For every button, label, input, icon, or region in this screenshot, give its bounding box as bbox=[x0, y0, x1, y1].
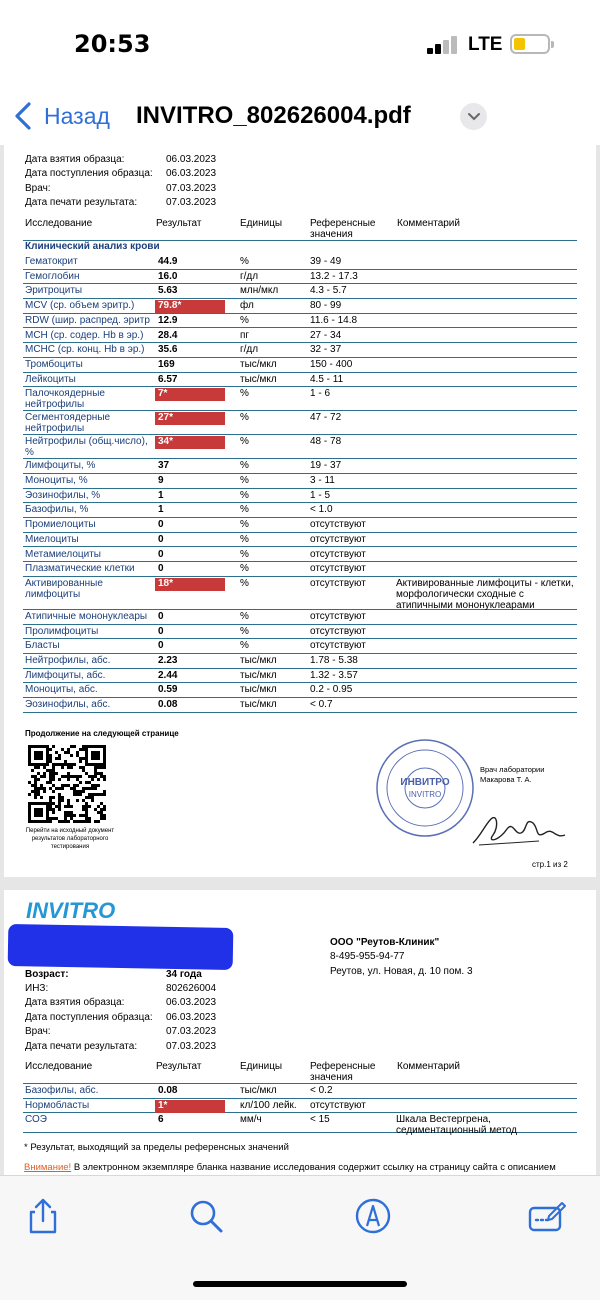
result-value: 79.8* bbox=[155, 300, 225, 313]
result-value: 0 bbox=[158, 625, 164, 637]
result-unit: тыс/мкл bbox=[240, 669, 277, 681]
result-reference: отсутствуют bbox=[310, 625, 366, 637]
result-name[interactable]: Эозинофилы, % bbox=[25, 489, 101, 501]
result-value: 44.9 bbox=[158, 256, 178, 267]
result-reference: < 0.7 bbox=[310, 699, 333, 711]
result-reference: 32 - 37 bbox=[310, 344, 342, 356]
result-value: 169 bbox=[158, 358, 175, 370]
redaction-mark bbox=[8, 924, 234, 970]
table-row bbox=[23, 474, 577, 489]
table-row bbox=[23, 562, 577, 577]
result-comment: Шкала Вестергрена, седиментационный метод bbox=[396, 1114, 517, 1137]
table-row bbox=[23, 358, 577, 373]
result-name[interactable]: Базофилы, абс. bbox=[25, 1085, 99, 1096]
continued-note: Продолжение на следующей странице bbox=[25, 729, 179, 738]
result-reference: отсутствуют bbox=[310, 1099, 366, 1111]
table-row bbox=[23, 548, 577, 563]
result-unit: % bbox=[240, 436, 249, 448]
result-name[interactable]: MCH (ср. содер. Hb в эр.) bbox=[25, 329, 144, 341]
result-name[interactable]: Нейтрофилы (общ.число), % bbox=[25, 436, 148, 459]
result-reference: 19 - 37 bbox=[310, 460, 342, 472]
result-name[interactable]: Базофилы, % bbox=[25, 504, 89, 516]
result-value: 0 bbox=[158, 640, 164, 652]
result-reference: 11.6 - 14.8 bbox=[310, 314, 358, 326]
result-reference: отсутствуют bbox=[310, 548, 366, 560]
section-title: Клинический анализ крови bbox=[25, 241, 160, 252]
footnote: * Результат, выходящий за пределы референсных значений bbox=[24, 1142, 289, 1153]
result-name[interactable]: Лимфоциты, % bbox=[25, 460, 96, 472]
result-unit: тыс/мкл bbox=[240, 699, 277, 711]
result-unit: г/дл bbox=[240, 270, 259, 282]
result-name[interactable]: Тромбоциты bbox=[25, 358, 83, 370]
table-row bbox=[23, 255, 577, 270]
result-reference: отсутствуют bbox=[310, 640, 366, 652]
result-name[interactable]: MCV (ср. объем эритр.) bbox=[25, 300, 135, 312]
result-value: 0 bbox=[158, 563, 164, 575]
bottom-toolbar bbox=[0, 1175, 600, 1300]
table-row bbox=[23, 387, 577, 411]
result-value: 37 bbox=[158, 460, 170, 472]
table-row bbox=[23, 669, 577, 684]
document-title[interactable]: INVITRO_802626004.pdf bbox=[136, 102, 411, 129]
result-value: 35.6 bbox=[158, 344, 178, 356]
result-name[interactable]: Метамиелоциты bbox=[25, 548, 101, 560]
result-reference: 3 - 11 bbox=[310, 475, 335, 486]
invitro-logo: INVITRO bbox=[26, 898, 116, 923]
svg-text:INVITRO: INVITRO bbox=[408, 790, 442, 799]
result-name[interactable]: Плазматические клетки bbox=[25, 563, 135, 575]
result-value: 9 bbox=[158, 475, 164, 486]
result-value: 0 bbox=[158, 610, 164, 622]
result-name[interactable]: Лейкоциты bbox=[25, 373, 76, 385]
result-reference: 13.2 - 17.3 bbox=[310, 270, 358, 282]
result-unit: % bbox=[240, 412, 249, 424]
status-bar bbox=[0, 0, 600, 90]
table-row bbox=[23, 411, 577, 435]
table-row bbox=[23, 533, 577, 548]
result-name[interactable]: Эозинофилы, абс. bbox=[25, 699, 111, 711]
result-reference: 1 - 6 bbox=[310, 388, 331, 400]
table-row bbox=[23, 610, 577, 625]
result-reference: 48 - 78 bbox=[310, 436, 342, 448]
chevron-left-icon bbox=[12, 101, 34, 131]
table-row bbox=[23, 373, 577, 388]
lab-stamp bbox=[374, 737, 476, 839]
result-reference: < 1.0 bbox=[310, 504, 333, 516]
result-value: 5.63 bbox=[158, 285, 178, 297]
result-reference: < 0.2 bbox=[310, 1085, 333, 1096]
result-unit: % bbox=[240, 563, 249, 575]
sample-meta-2: ИНЗ: 802626004 Дата взятия образца: 06.03.2023 Дата поступления образца: 06.03.2023 Врач: 07.03.2023 Дата печати результата: 07.03.2023 bbox=[25, 983, 217, 1052]
result-name[interactable]: Пролимфоциты bbox=[25, 625, 99, 637]
result-unit: фл bbox=[240, 300, 254, 312]
result-unit: кл/100 лейк. bbox=[240, 1099, 297, 1111]
sample-meta: Дата взятия образца: 06.03.2023 Дата поступления образца: 06.03.2023 Врач: 07.03.2023 Дата печати результата: 07.03.2023 bbox=[25, 154, 217, 209]
result-unit: % bbox=[240, 489, 249, 501]
result-value: 0.59 bbox=[158, 684, 178, 696]
result-unit: % bbox=[240, 533, 249, 545]
result-reference: 27 - 34 bbox=[310, 329, 342, 341]
result-value: 7* bbox=[155, 388, 225, 401]
doctor-signature-block: Врач лаборатории Макарова Т. А. bbox=[480, 765, 545, 784]
result-unit: тыс/мкл bbox=[240, 358, 277, 370]
result-unit: мм/ч bbox=[240, 1114, 262, 1126]
pdf-page-1: Дата взятия образца: 06.03.2023 Дата поступления образца: 06.03.2023 Врач: 07.03.2023 Дата печати результата: 07.03.2023 Исследование Результат Единицы Референсные значения Комментарий Клинический анализ крови Гематокрит 44.9 % 39 - 49 Гемоглобин 16.0 г/дл 13.2 - 17.3 Эритроциты 5.63 млн/мкл 4.3 - 5.7 MCV (ср. объем эритр.) 79.8* фл 80 - 99 RDW (шир. распред. эритр 12.9 % 11.6 - 14.8 MCH (ср. содер. Hb в эр.) 28.4 пг 27 - 34 MCHC (ср. конц. Hb в эр.) 35.6 г/дл 32 - 37 Тромбоциты 169 тыс/мкл 150 - 400 Лейкоциты 6.57 тыс/мкл 4.5 - 11 Палочкоядерные нейтрофилы 7* % 1 - 6 Сегментоядерные нейтрофилы 27* % 47 - 72 Нейтрофилы (общ.число), % 34* % 48 - 78 Лимфоциты, % 37 % 19 - 37 Моноциты, % 9 % 3 - 11 Эозинофилы, % 1 % 1 - 5 Базофилы, % 1 % < 1.0 Промиелоциты 0 % отсутствуют Миелоциты 0 % отсутствуют Метамиелоциты 0 % отсутствуют Плазматические клетки 0 % отсутствуют Активированные лимфоциты 18* % отсутствуют Активированные лимфоциты - клетки, морфологически сходные с атипичными мононуклеарами Атипичные мононуклеары 0 % отсутствуют Пролимфоциты 0 % отсутствуют Бласты 0 % отсутствуют Нейтрофилы, абс. 2.23 тыс/мкл 1.78 - 5.38 Лимфоциты, абс. 2.44 тыс/мкл 1.32 - 3.57 Моноциты, абс. 0.59 тыс/мкл 0.2 - 0.95 Эозинофилы, абс. 0.08 тыс/мкл < 0.7 Продолжение на следующей странице Перейти на исходный документ результатов лабораторного тестирования ИНВИТРО INVITRO Врач лаборатории Макарова Т. А. стр.1 из 2 bbox=[4, 145, 596, 877]
table-row bbox=[23, 518, 577, 533]
result-value: 16.0 bbox=[158, 270, 178, 282]
result-unit: % bbox=[240, 314, 249, 326]
result-value: 1 bbox=[158, 489, 164, 501]
result-reference: < 15 bbox=[310, 1114, 330, 1126]
result-unit: г/дл bbox=[240, 344, 259, 356]
result-value: 0 bbox=[158, 548, 164, 560]
result-reference: 39 - 49 bbox=[310, 256, 342, 267]
result-name[interactable]: Активированные лимфоциты bbox=[25, 577, 103, 600]
result-value: 6 bbox=[158, 1114, 164, 1126]
result-unit: тыс/мкл bbox=[240, 684, 277, 696]
table-row bbox=[23, 284, 577, 299]
result-reference: 1.32 - 3.57 bbox=[310, 669, 358, 681]
annotate-icon[interactable] bbox=[527, 1196, 567, 1236]
result-comment: Активированные лимфоциты - клетки, морфологически сходные с атипичными мононуклеарами bbox=[396, 577, 574, 611]
title-menu-button[interactable] bbox=[460, 103, 487, 130]
result-value: 0.08 bbox=[158, 699, 178, 711]
result-name[interactable]: Моноциты, абс. bbox=[25, 684, 98, 696]
result-reference: отсутствуют bbox=[310, 563, 366, 575]
result-value: 0 bbox=[158, 533, 164, 545]
result-unit: % bbox=[240, 625, 249, 637]
warning-note: Внимание! В электронном экземпляре бланка название исследования содержит ссылку на страницу сайта с описанием bbox=[24, 1162, 556, 1173]
table-row bbox=[23, 1084, 577, 1099]
result-value: 0.08 bbox=[158, 1085, 178, 1096]
result-unit: % bbox=[240, 577, 249, 589]
result-name[interactable]: Моноциты, % bbox=[25, 475, 88, 486]
result-name[interactable]: MCHC (ср. конц. Hb в эр.) bbox=[25, 344, 145, 356]
table-row bbox=[23, 329, 577, 344]
svg-text:ИНВИТРО: ИНВИТРО bbox=[400, 777, 450, 788]
home-indicator bbox=[193, 1281, 407, 1287]
clinic-info: ООО "Реутов-Клиник" 8-495-955-94-77 Реутов, ул. Новая, д. 10 пом. 3 bbox=[330, 937, 473, 977]
result-name[interactable]: Бласты bbox=[25, 640, 60, 652]
result-unit: % bbox=[240, 388, 249, 400]
result-reference: отсутствуют bbox=[310, 519, 366, 531]
result-unit: тыс/мкл bbox=[240, 373, 277, 385]
result-value: 1* bbox=[155, 1100, 225, 1113]
result-value: 34* bbox=[155, 436, 225, 449]
result-name[interactable]: Атипичные мононуклеары bbox=[25, 610, 148, 622]
table-row bbox=[23, 698, 577, 713]
back-button[interactable] bbox=[12, 98, 110, 134]
warning-link[interactable]: Внимание! bbox=[24, 1162, 72, 1173]
result-reference: отсутствуют bbox=[310, 610, 366, 622]
result-value: 1 bbox=[158, 504, 164, 516]
table-row bbox=[23, 503, 577, 518]
result-name[interactable]: СОЭ bbox=[25, 1114, 47, 1126]
table-row bbox=[23, 459, 577, 474]
back-label: Назад bbox=[44, 102, 110, 129]
result-value: 2.44 bbox=[158, 669, 178, 681]
result-value: 27* bbox=[155, 412, 225, 425]
result-unit: % bbox=[240, 504, 249, 516]
result-unit: % bbox=[240, 460, 249, 472]
table-row bbox=[23, 1113, 577, 1137]
battery-icon bbox=[510, 34, 550, 54]
result-name[interactable]: Промиелоциты bbox=[25, 519, 96, 531]
signal-icon bbox=[427, 36, 461, 54]
page-number: стр.1 из 2 bbox=[532, 860, 568, 869]
table-row bbox=[23, 577, 577, 610]
table-row bbox=[23, 1099, 577, 1114]
result-name[interactable]: Эритроциты bbox=[25, 285, 83, 297]
result-unit: % bbox=[240, 475, 249, 486]
result-name[interactable]: Сегментоядерные нейтрофилы bbox=[25, 412, 111, 435]
result-reference: 4.3 - 5.7 bbox=[310, 285, 347, 297]
result-name[interactable]: Нормобласты bbox=[25, 1099, 90, 1111]
result-reference: 80 - 99 bbox=[310, 300, 342, 312]
table-row bbox=[23, 299, 577, 314]
result-name[interactable]: Гематокрит bbox=[25, 256, 78, 267]
result-value: 0 bbox=[158, 519, 164, 531]
result-unit: % bbox=[240, 548, 249, 560]
result-name[interactable]: Миелоциты bbox=[25, 533, 79, 545]
share-icon[interactable] bbox=[23, 1196, 63, 1236]
table-row bbox=[23, 639, 577, 654]
table-row bbox=[23, 314, 577, 329]
patient-age: Возраст: 34 года bbox=[25, 969, 202, 980]
result-reference: 4.5 - 11 bbox=[310, 373, 344, 385]
result-reference: 150 - 400 bbox=[310, 358, 353, 370]
table-row bbox=[23, 343, 577, 358]
table-row bbox=[23, 435, 577, 459]
pdf-viewer[interactable] bbox=[0, 145, 600, 1175]
result-reference: отсутствуют bbox=[310, 577, 366, 589]
result-unit: % bbox=[240, 256, 249, 267]
result-name[interactable]: RDW (шир. распред. эритр bbox=[25, 314, 150, 326]
nav-bar bbox=[0, 90, 600, 145]
table-row bbox=[23, 625, 577, 640]
result-reference: 1.78 - 5.38 bbox=[310, 655, 358, 666]
pdf-page-2: INVITRO ООО "Реутов-Клиник" 8-495-955-94-77 Реутов, ул. Новая, д. 10 пом. 3 Возраст: 34 года ИНЗ: 802626004 Дата взятия образца: 06.03.2023 Дата поступления образца: 06.03.2023 Врач: 07.03.2023 Дата печати результата: 07.03.2023 Исследование Результат Единицы Референсные значения Комментарий Базофилы, абс. 0.08 тыс/мкл < 0.2 Нормобласты 1* кл/100 лейк. отсутствуют СОЭ 6 мм/ч < 15 Шкала Вестергрена, седиментационный метод * Результат, выходящий за пределы референсных значений Внимание! В электронном экземпляре бланка название исследования содержит ссылку на страницу сайта с описанием bbox=[4, 890, 596, 1175]
result-value: 18* bbox=[155, 578, 225, 591]
result-unit: пг bbox=[240, 329, 250, 341]
result-value: 28.4 bbox=[158, 329, 178, 341]
result-name[interactable]: Палочкоядерные нейтрофилы bbox=[25, 388, 105, 411]
result-name[interactable]: Гемоглобин bbox=[25, 270, 80, 282]
table-row bbox=[23, 683, 577, 698]
result-reference: отсутствуют bbox=[310, 533, 366, 545]
result-unit: тыс/мкл bbox=[240, 1085, 277, 1096]
markup-icon[interactable] bbox=[353, 1196, 393, 1236]
result-value: 6.57 bbox=[158, 373, 178, 385]
result-unit: % bbox=[240, 610, 249, 622]
result-value: 12.9 bbox=[158, 314, 178, 326]
status-time: 20:53 bbox=[74, 30, 151, 58]
result-reference: 47 - 72 bbox=[310, 412, 342, 424]
result-name[interactable]: Лимфоциты, абс. bbox=[25, 669, 106, 681]
result-name[interactable]: Нейтрофилы, абс. bbox=[25, 655, 111, 666]
result-reference: 0.2 - 0.95 bbox=[310, 684, 353, 696]
result-unit: % bbox=[240, 640, 249, 652]
signature bbox=[469, 805, 571, 851]
table-row bbox=[23, 489, 577, 504]
qr-code[interactable] bbox=[28, 745, 106, 823]
result-unit: тыс/мкл bbox=[240, 655, 277, 666]
result-unit: % bbox=[240, 519, 249, 531]
result-unit: млн/мкл bbox=[240, 285, 279, 297]
search-icon[interactable] bbox=[186, 1196, 226, 1236]
network-label: LTE bbox=[468, 34, 503, 55]
table-row bbox=[23, 654, 577, 669]
qr-caption: Перейти на исходный документ результатов лабораторного тестирования bbox=[25, 828, 115, 850]
chevron-down-icon bbox=[467, 112, 481, 122]
table-row bbox=[23, 270, 577, 285]
result-value: 2.23 bbox=[158, 655, 178, 666]
result-reference: 1 - 5 bbox=[310, 489, 331, 501]
